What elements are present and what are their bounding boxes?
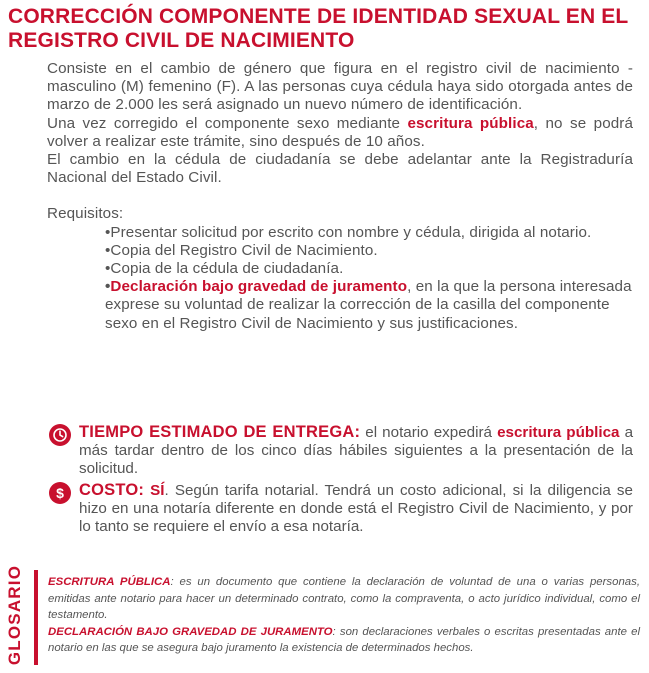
intro-p2-text-after: , no se podrá volver a realizar este trámite, sino después de 10 años. xyxy=(47,114,633,150)
glossary-definition: : es un documento que contiene la declaración de voluntad de una o varias personas, emitidas ante notario para hacer un determinado contrato, como la compraventa, o acto jurídico individual, como el testamento. xyxy=(48,576,640,622)
delivery-time-row xyxy=(47,423,633,479)
cost-heading: COSTO: xyxy=(79,481,145,499)
main-content xyxy=(47,60,633,333)
intro-paragraph-1: Consiste en el cambio de género que figura en el registro civil de nacimiento - masculino (M) femenino (F). A las personas cuya cédula haya sido otorgada antes de marzo de 2.000 les será asignado un nuevo número de identificación. xyxy=(47,60,633,114)
glossary-term: DECLARACIÓN BAJO GRAVEDAD DE JURAMENTO xyxy=(48,625,333,638)
delivery-text-after: a más tardar dentro de los cinco días hábiles siguientes a la presentación de la solicitud. xyxy=(79,424,634,478)
cost-row xyxy=(47,481,633,537)
intro-paragraph-3: El cambio en la cédula de ciudadanía se debe adelantar ante la Registraduría Nacional del Estado Civil. xyxy=(47,151,633,187)
delivery-time-section xyxy=(47,423,633,479)
cost-text: . Según tarifa notarial. Tendrá un costo adicional, si la diligencia se hizo en una notaría diferente en donde está el Registro Civil de Nacimiento, y por lo tanto se requiere el envío a esa notaría. xyxy=(79,482,633,536)
requirement-text: Copia de la cédula de ciudadanía. xyxy=(110,260,344,278)
escritura-publica-highlight: escritura pública xyxy=(407,114,534,132)
dollar-icon: $ xyxy=(49,482,71,504)
intro-paragraph-2 xyxy=(47,115,633,151)
glossary-divider xyxy=(34,570,38,665)
delivery-time-heading: TIEMPO ESTIMADO DE ENTREGA: xyxy=(79,423,361,441)
declaracion-highlight: Declaración bajo gravedad de juramento xyxy=(110,278,408,296)
bullet-icon: • xyxy=(105,223,111,241)
glossary-content xyxy=(48,574,640,657)
glossary-label: GLOSARIO xyxy=(5,564,24,666)
delivery-text-before: el notario expedirá xyxy=(360,424,498,441)
requirement-text: Copia del Registro Civil de Nacimiento. xyxy=(110,241,378,259)
glossary-term: ESCRITURA PÚBLICA xyxy=(48,576,171,588)
delivery-highlight: escritura pública xyxy=(497,424,620,441)
glossary-entry-1 xyxy=(48,574,640,624)
requirement-text: Presentar solicitud por escrito con nombre y cédula, dirigida al notario. xyxy=(110,223,592,241)
requirement-item xyxy=(105,278,633,333)
requirement-item xyxy=(105,260,633,278)
cost-answer: SÍ xyxy=(150,482,165,499)
glossary-definition: : son declaraciones verbales o escritas presentadas ante el notario en las que se asegura bajo juramento la existencia de determinados hechos. xyxy=(48,625,640,655)
clock-icon xyxy=(49,424,71,446)
intro-p2-text-before: Una vez corregido el componente sexo mediante xyxy=(47,114,408,132)
bullet-icon: • xyxy=(105,241,111,259)
requirements-label: Requisitos: xyxy=(47,205,124,223)
requirement-item xyxy=(105,242,633,260)
page-title: CORRECCIÓN COMPONENTE DE IDENTIDAD SEXUAL EN EL REGISTRO CIVIL DE NACIMIENTO xyxy=(8,5,628,52)
glossary-entry-2 xyxy=(48,624,640,657)
glossary-side-label xyxy=(2,563,28,667)
requirements-list xyxy=(105,224,633,333)
requirement-text: , en la que la persona interesada exprese su voluntad de realizar la corrección de la casilla del componente sexo en el Registro Civil de Nacimiento y sus justificaciones. xyxy=(105,278,632,332)
bullet-icon: • xyxy=(105,278,111,296)
cost-section xyxy=(47,481,633,537)
requirement-item xyxy=(105,224,633,242)
bullet-icon: • xyxy=(105,260,111,278)
